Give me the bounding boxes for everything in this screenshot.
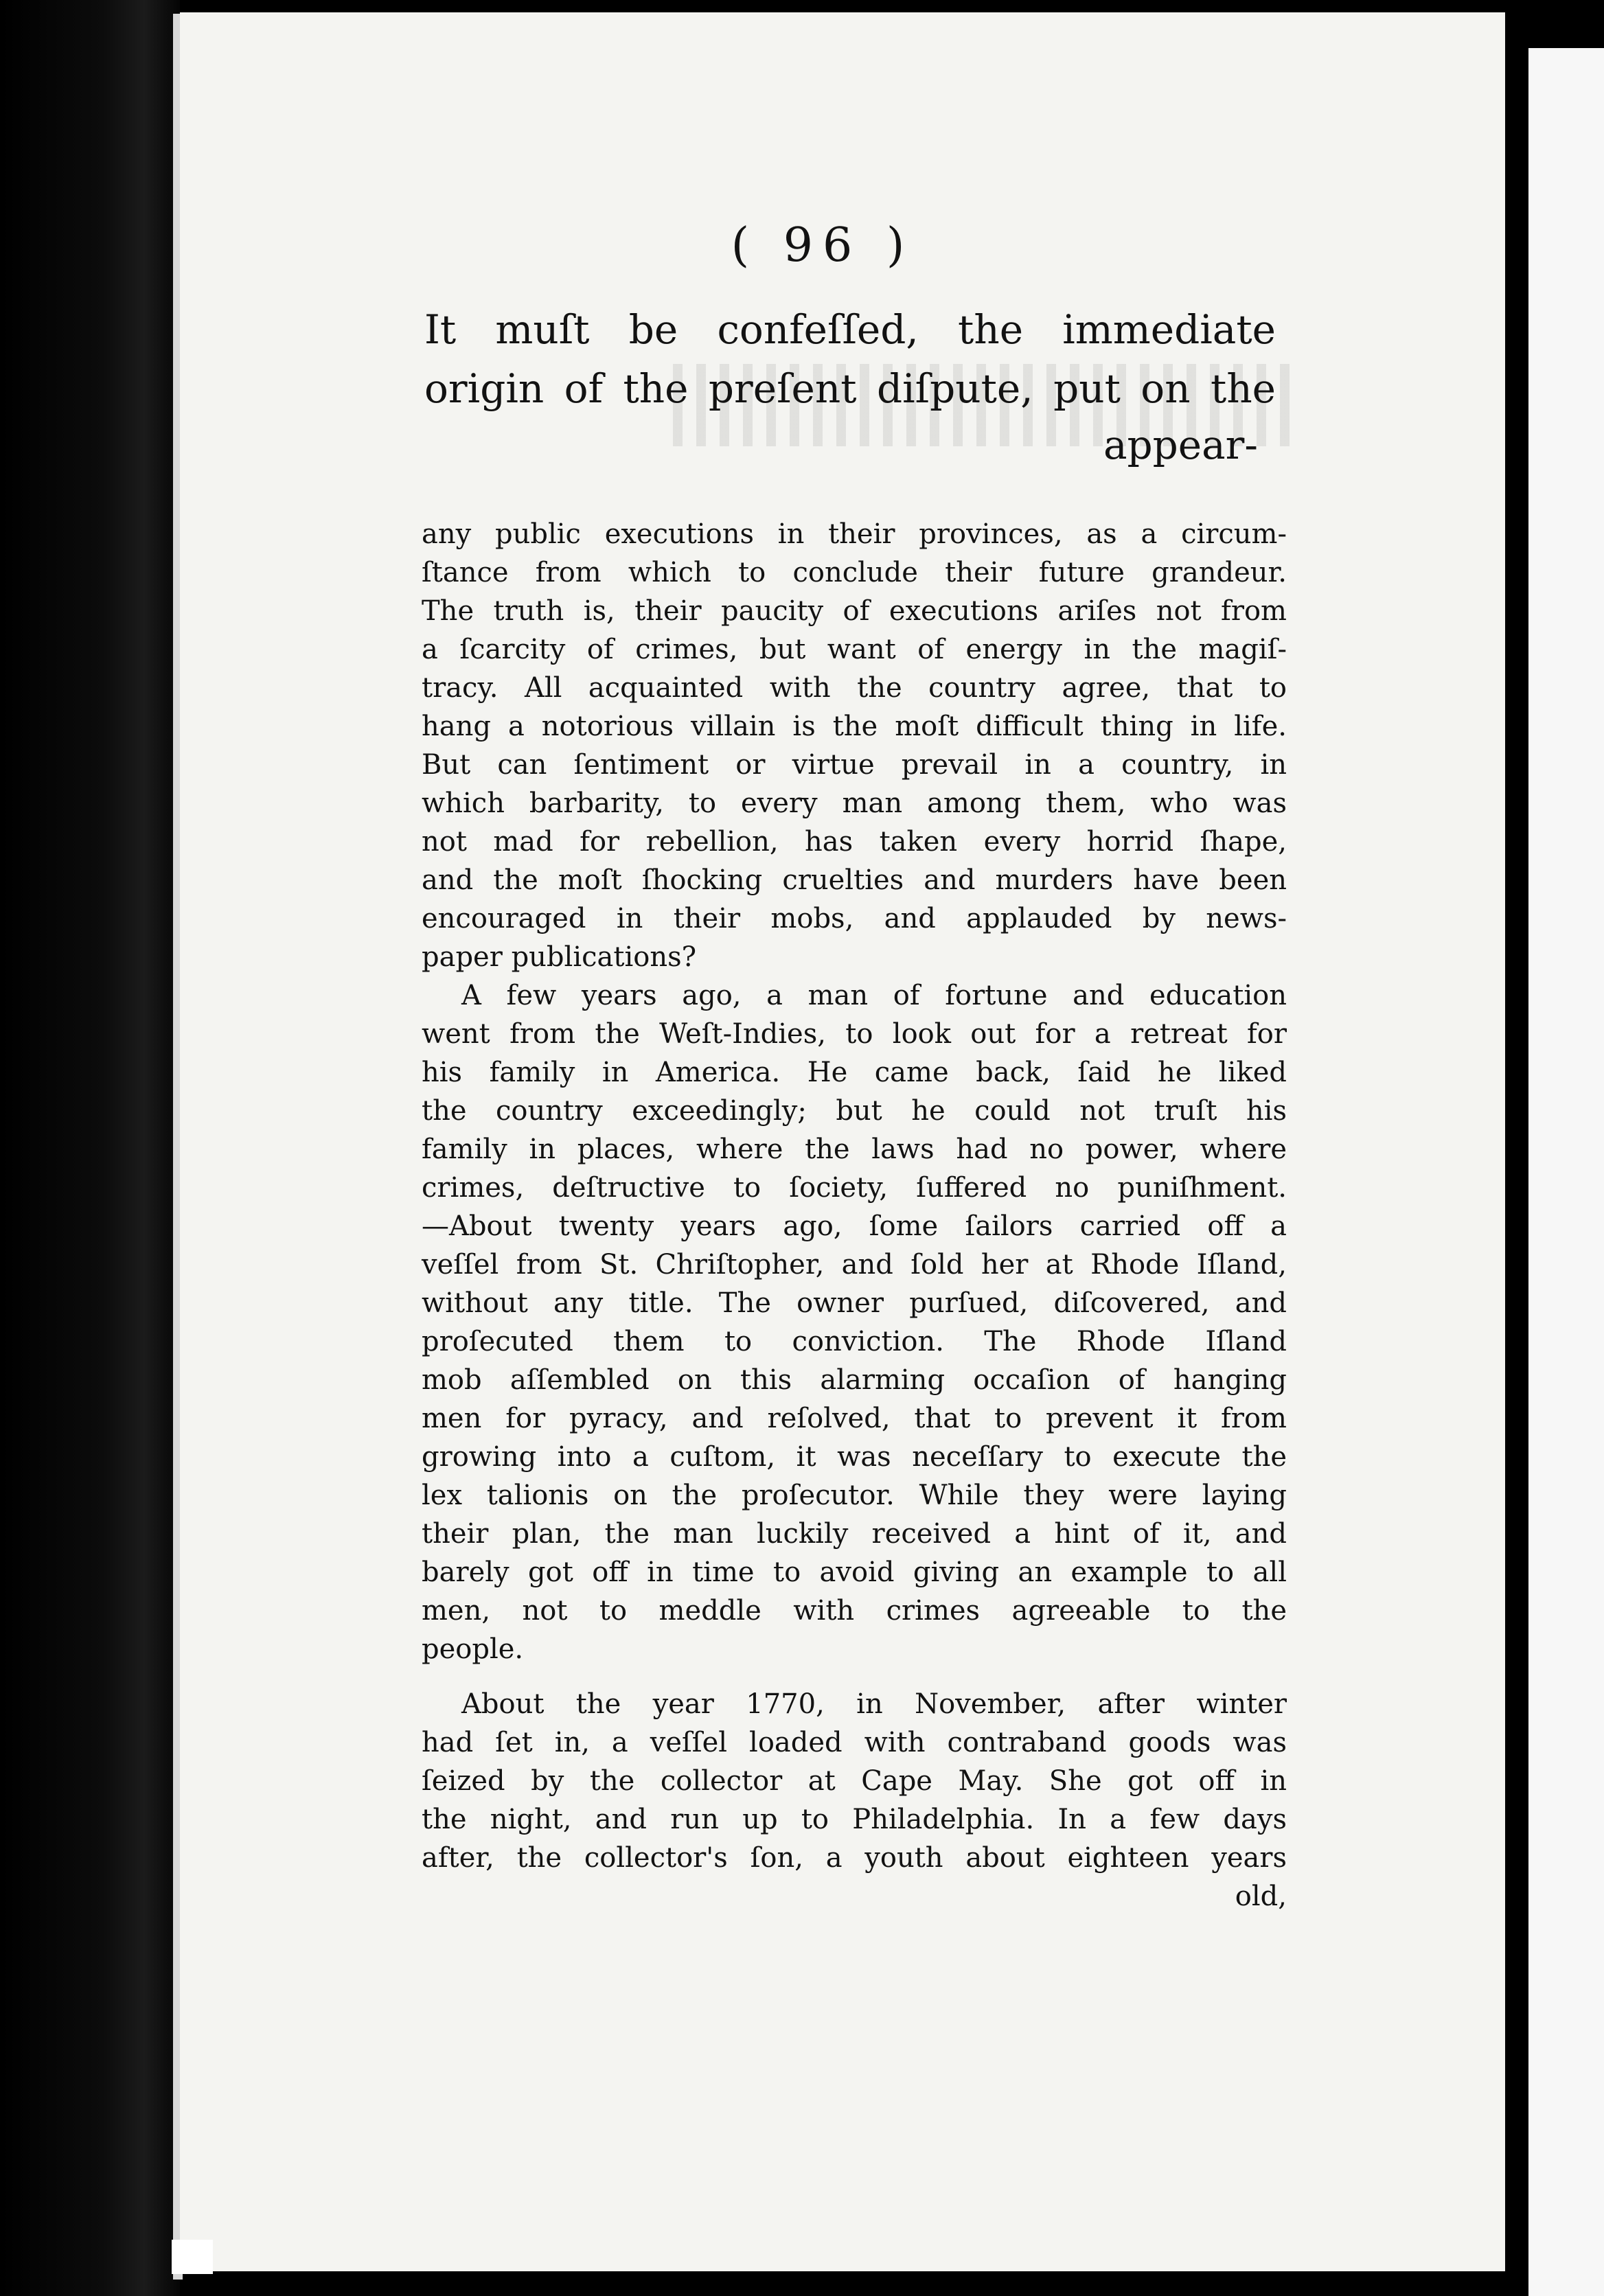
text-line: But can ſentiment or virtue prevail in a country, in [422, 749, 1287, 781]
text-line: tracy. All acquainted with the country agree, that to [422, 672, 1287, 704]
text-line: barely got off in time to avoid giving an example to all [422, 1557, 1287, 1588]
text-line: veſſel from St. Chriſtopher, and ſold her at Rhode Iſland, [422, 1249, 1287, 1281]
catchword: appear- [1103, 422, 1258, 468]
text-line: men for pyracy, and reſolved, that to prevent it from [422, 1403, 1287, 1434]
text-line: mob aſſembled on this alarming occaſion of hanging [422, 1364, 1287, 1396]
text-line: went from the Weſt-Indies, to look out for a retreat for [422, 1018, 1287, 1050]
text-line: the night, and run up to Philadelphia. In a few days [422, 1804, 1287, 1835]
text-line: and the moſt ſhocking cruelties and murders have been [422, 864, 1287, 896]
page-gutter [1505, 0, 1528, 2296]
text-line: any public executions in their provinces, as a circum- [422, 518, 1287, 550]
text-line: had ſet in, a veſſel loaded with contraband goods was [422, 1727, 1287, 1758]
text-line: growing into a cuſtom, it was neceſſary to execute the [422, 1441, 1287, 1473]
text-line: family in places, where the laws had no power, where [422, 1134, 1287, 1165]
text-line: A few years ago, a man of fortune and education [461, 980, 1287, 1011]
text-line: paper publications? [422, 941, 697, 973]
text-line: without any title. The owner purſued, diſcovered, and [422, 1287, 1287, 1319]
book-binding [0, 0, 180, 2296]
text-line: which barbarity, to every man among them, who was [422, 788, 1287, 819]
text-line: encouraged in their mobs, and applauded by news- [422, 903, 1287, 934]
heading-line: origin of the preſent diſpute, put on the [424, 365, 1276, 412]
text-line: crimes, deſtructive to ſociety, ſuffered no puniſhment. [422, 1172, 1287, 1204]
text-line: About the year 1770, in November, after winter [461, 1688, 1287, 1720]
text-line: hang a notorious villain is the moſt difficult thing in life. [422, 711, 1287, 742]
text-line: not mad for rebellion, has taken every horrid ſhape, [422, 826, 1287, 858]
page-number: ( 96 ) [731, 218, 915, 273]
text-line: a ſcarcity of crimes, but want of energy in the magiſ- [422, 634, 1287, 665]
catchword: old, [1235, 1881, 1287, 1912]
text-line: proſecuted them to conviction. The Rhode Iſland [422, 1326, 1287, 1357]
text-line: after, the collector's ſon, a youth about eighteen years [422, 1842, 1287, 1874]
text-line: —About twenty years ago, ſome ſailors carried off a [422, 1210, 1287, 1242]
text-line: their plan, the man luckily received a hint of it, and [422, 1518, 1287, 1550]
scan-corner-mark [172, 2240, 213, 2274]
text-line: people. [422, 1633, 524, 1665]
text-line: ſeized by the collector at Cape May. She got off in [422, 1765, 1287, 1797]
text-line: his family in America. He came back, ſaid he liked [422, 1057, 1287, 1088]
heading-line: It muſt be confeſſed, the immediate [424, 306, 1276, 353]
text-line: the country exceedingly; but he could not truſt his [422, 1095, 1287, 1127]
text-line: ſtance from which to conclude their future grandeur. [422, 557, 1287, 588]
text-line: The truth is, their paucity of executions ariſes not from [422, 595, 1287, 627]
text-line: men, not to meddle with crimes agreeable to the [422, 1595, 1287, 1627]
adjacent-page [1528, 48, 1604, 2296]
text-line: lex talionis on the proſecutor. While they were laying [422, 1480, 1287, 1511]
